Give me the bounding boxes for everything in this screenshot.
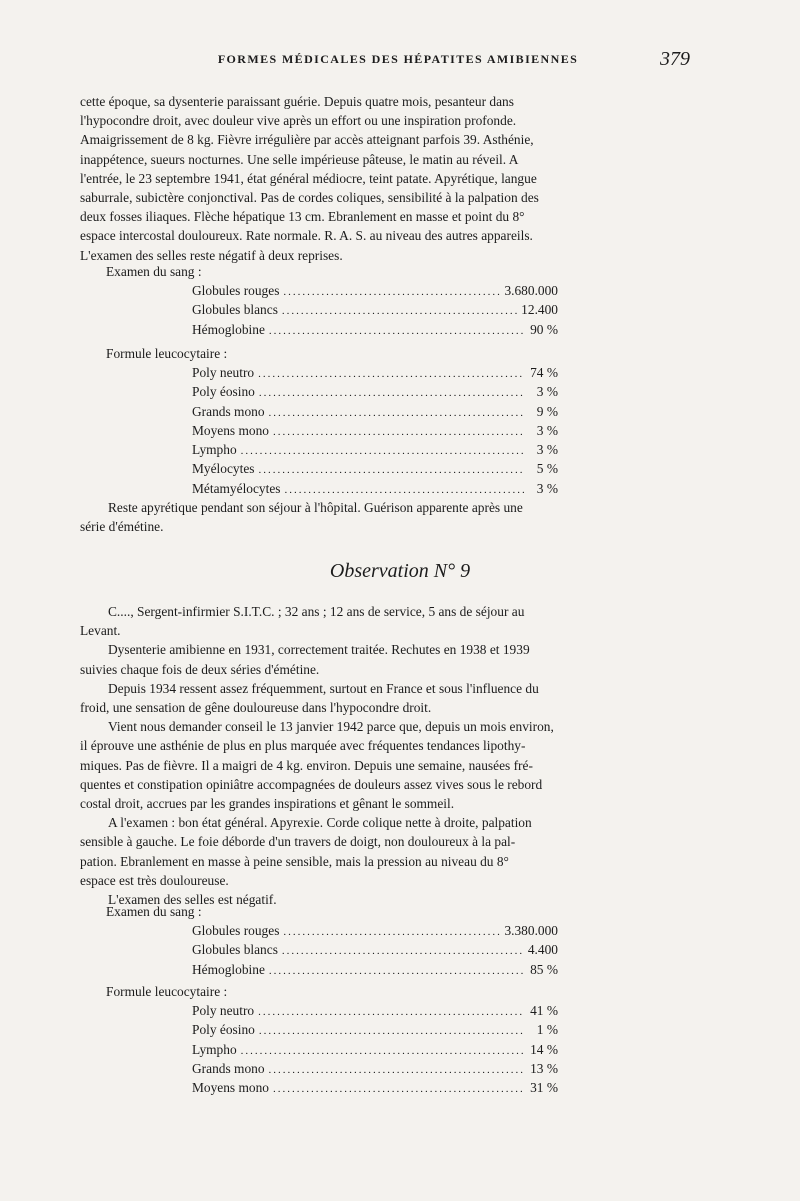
dot-leader: [283, 926, 500, 938]
text-line: cette époque, sa dysenterie paraissant guérie. Depuis quatre mois, pesanteur dans: [80, 94, 514, 109]
text-line: l'hypocondre droit, avec douleur vive après un effort ou une inspiration profonde.: [80, 113, 517, 129]
text-line: espace intercostal douloureux. Rate normale. R. A. S. au niveau des autres appareils.: [80, 228, 533, 244]
row-label: Poly éosino: [192, 1022, 255, 1038]
text-line: série d'émétine.: [80, 519, 164, 535]
row-label: Poly neutro: [192, 365, 255, 380]
text-line: il éprouve une asthénie de plus en plus marquée avec fréquentes tendances lipothy-: [80, 738, 526, 754]
row-label: Lympho: [192, 1041, 237, 1057]
row-value: 14 %: [530, 1041, 558, 1057]
paragraph-consultation: [80, 717, 672, 813]
dot-leader: [258, 1006, 524, 1018]
dot-leader: [241, 445, 524, 457]
dot-leader: [282, 305, 517, 317]
paragraph-since-1934: [80, 679, 672, 717]
row-label: Poly neutro: [192, 1003, 255, 1018]
dot-leader: [259, 1025, 524, 1037]
table-row: [192, 1080, 558, 1099]
text-line: L'examen des selles est négatif.: [108, 892, 277, 908]
dot-leader: [258, 368, 524, 380]
row-label: Hémoglobine: [192, 321, 265, 337]
dot-leader: [273, 1083, 524, 1095]
dot-leader: [273, 426, 524, 438]
text-line: miques. Pas de fièvre. Il a maigri de 4 kg. environ. Depuis une semaine, nausées fré-: [80, 757, 533, 773]
row-value: 3.380.000: [504, 923, 558, 938]
table-row: [192, 322, 558, 341]
row-label: Moyens mono: [192, 1080, 269, 1096]
blood-exam-table-2: [192, 923, 558, 981]
text-line: l'entrée, le 23 septembre 1941, état général médiocre, teint patate. Apyrétique, langue: [80, 170, 537, 186]
text-line: Vient nous demander conseil le 13 janvier 1942 parce que, depuis un mois environ,: [108, 719, 554, 735]
text-line: L'examen des selles reste négatif à deux reprises.: [80, 247, 343, 263]
table-row: [192, 923, 558, 942]
table-row: [192, 442, 558, 461]
row-value: 41 %: [530, 1003, 558, 1018]
row-value: 5 %: [536, 461, 558, 477]
row-value: 3.680.000: [504, 283, 558, 298]
paragraph-dysentery: [80, 640, 672, 678]
table-row: [192, 404, 558, 423]
dot-leader: [269, 407, 524, 419]
row-label: Grands mono: [192, 1060, 265, 1076]
text-line: C...., Sergent-infirmier S.I.T.C. ; 32 ans ; 12 ans de service, 5 ans de séjour au: [108, 604, 525, 619]
row-value: 90 %: [530, 321, 558, 337]
leukocyte-formula-table-2: [192, 1003, 558, 1099]
leukocyte-formula-table-1: [192, 365, 558, 500]
row-value: 9 %: [536, 403, 558, 419]
table-row: [192, 942, 558, 961]
table-row: [192, 423, 558, 442]
paragraph-outcome: [80, 498, 672, 536]
text-line: Levant.: [80, 623, 121, 639]
paragraph-history-text: [80, 92, 672, 265]
row-value: 85 %: [530, 961, 558, 977]
row-label: Métamyélocytes: [192, 480, 281, 496]
table-row: [192, 962, 558, 981]
row-value: 31 %: [530, 1080, 558, 1096]
dot-leader: [269, 965, 524, 977]
table-row: [192, 1022, 558, 1041]
leukocyte-formula-heading-1: Formule leucocytaire :: [106, 346, 228, 361]
text-line: sensible à gauche. Le foie déborde d'un travers de doigt, non douloureux à la pal-: [80, 834, 516, 850]
observation-heading: Observation N° 9: [329, 560, 471, 582]
dot-leader: [269, 1064, 524, 1076]
blood-exam-table-1: [192, 283, 558, 341]
table-row: [192, 365, 558, 384]
text-line: Depuis 1934 ressent assez fréquemment, surtout en France et sous l'influence du: [108, 680, 539, 696]
observation-9-body: [80, 602, 672, 909]
text-line: inappétence, sueurs nocturnes. Une selle impérieuse pâteuse, le matin au réveil. A: [80, 151, 519, 167]
row-value: 74 %: [530, 365, 558, 380]
row-label: Hémoglobine: [192, 961, 265, 977]
row-label: Grands mono: [192, 403, 265, 419]
row-value: 4.400: [527, 942, 558, 958]
dot-leader: [259, 387, 524, 399]
text-line: Reste apyrétique pendant son séjour à l'hôpital. Guérison apparente après une: [108, 500, 523, 515]
row-label: Globules blancs: [192, 942, 278, 958]
blood-exam-heading-1: Examen du sang :: [106, 264, 202, 279]
text-line: quentes et constipation opiniâtre accompagnées de douleurs assez vives sous le rebord: [80, 776, 543, 792]
row-value: 12.400: [521, 302, 558, 318]
row-label: Moyens mono: [192, 422, 269, 438]
table-row: [192, 1061, 558, 1080]
row-value: 3 %: [536, 384, 558, 400]
dot-leader: [285, 484, 525, 496]
text-line: saburrale, subictère conjonctival. Pas de cordes coliques, sensibilité à la palpation des: [80, 190, 539, 206]
row-value: 1 %: [536, 1022, 558, 1038]
text-line: pation. Ebranlement en masse à peine sensible, mais la pression au niveau du 8°: [80, 853, 509, 869]
dot-leader: [241, 1045, 524, 1057]
paragraph-examination: [80, 813, 672, 890]
row-label: Globules blancs: [192, 302, 278, 318]
text-line: A l'examen : bon état général. Apyrexie. Corde colique nette à droite, palpation: [108, 815, 532, 831]
text-line: Dysenterie amibienne en 1931, correctement traitée. Rechutes en 1938 et 1939: [108, 642, 530, 658]
row-label: Globules rouges: [192, 283, 280, 298]
text-line: suivies chaque fois de deux séries d'émétine.: [80, 661, 320, 677]
paragraph-outcome-text: [80, 498, 672, 536]
blood-exam-heading-2: Examen du sang :: [106, 904, 202, 919]
row-label: Poly éosino: [192, 384, 255, 400]
text-line: deux fosses iliaques. Flèche hépatique 13 cm. Ebranlement en masse et point du 8°: [80, 209, 525, 225]
text-line: Amaigrissement de 8 kg. Fièvre irrégulière par accès atteignant parfois 39. Asthénie,: [80, 132, 534, 148]
row-value: 3 %: [536, 480, 558, 496]
dot-leader: [269, 325, 524, 337]
dot-leader: [258, 464, 524, 476]
table-row: [192, 1042, 558, 1061]
row-value: 13 %: [530, 1060, 558, 1076]
row-label: Lympho: [192, 442, 237, 458]
text-line: froid, une sensation de gêne douloureuse dans l'hypocondre droit.: [80, 700, 432, 716]
row-label: Globules rouges: [192, 923, 280, 938]
table-row: [192, 384, 558, 403]
table-row: [192, 461, 558, 480]
table-row: [192, 283, 558, 302]
page-header: [80, 48, 690, 70]
running-title: FORMES MÉDICALES DES HÉPATITES AMIBIENNES: [217, 52, 579, 66]
leukocyte-formula-heading-2: Formule leucocytaire :: [106, 984, 228, 999]
dot-leader: [283, 286, 500, 298]
dot-leader: [282, 945, 524, 957]
table-row: [192, 302, 558, 321]
page-number: 379: [660, 48, 690, 70]
paragraph-patient: [80, 602, 672, 640]
row-value: 3 %: [536, 442, 558, 458]
text-line: espace est très douloureuse.: [80, 872, 229, 888]
text-line: costal droit, accrues par les grandes inspirations et gênant le sommeil.: [80, 796, 455, 812]
table-row: [192, 1003, 558, 1022]
paragraph-history: [80, 92, 672, 265]
row-value: 3 %: [536, 422, 558, 438]
row-label: Myélocytes: [192, 461, 255, 477]
